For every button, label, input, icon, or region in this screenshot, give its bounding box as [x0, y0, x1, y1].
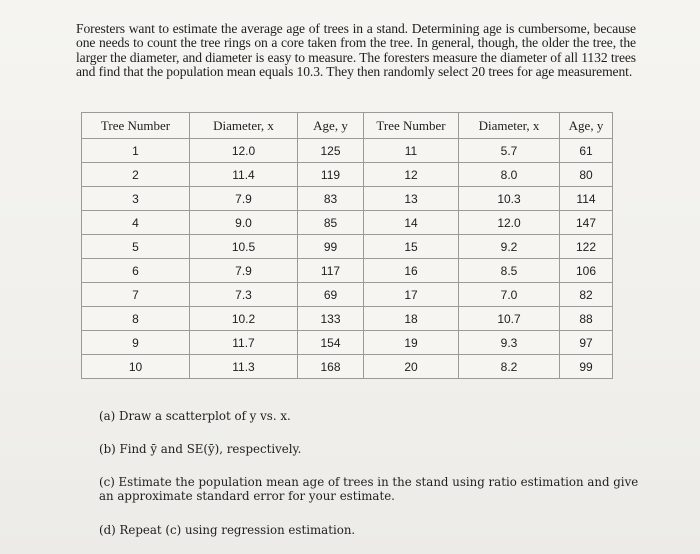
table-cell: 17 [364, 283, 459, 307]
table-cell: 69 [298, 283, 364, 307]
table-cell: 117 [298, 259, 364, 283]
header-tree-number: Tree Number [364, 113, 459, 139]
table-cell: 10.5 [190, 235, 298, 259]
table-cell: 8.5 [459, 259, 560, 283]
table-row [82, 211, 613, 235]
table-cell: 168 [298, 355, 364, 379]
tree-data-table [81, 112, 613, 379]
table-cell: 3 [82, 187, 190, 211]
table-cell: 7.0 [459, 283, 560, 307]
table-cell: 114 [560, 187, 613, 211]
table-cell: 13 [364, 187, 459, 211]
table-cell: 97 [560, 331, 613, 355]
table-cell: 19 [364, 331, 459, 355]
header-age: Age, y [560, 113, 613, 139]
table-row [82, 139, 613, 163]
table-cell: 6 [82, 259, 190, 283]
table-cell: 154 [298, 331, 364, 355]
table-cell: 15 [364, 235, 459, 259]
table-row [82, 283, 613, 307]
table-cell: 99 [298, 235, 364, 259]
question-b: (b) Find ȳ and SE(ȳ), respectively. [99, 442, 302, 456]
table-cell: 85 [298, 211, 364, 235]
header-diameter: Diameter, x [459, 113, 560, 139]
table-cell: 9.2 [459, 235, 560, 259]
table-cell: 1 [82, 139, 190, 163]
table-row [82, 259, 613, 283]
table-cell: 7.9 [190, 187, 298, 211]
table-cell: 11 [364, 139, 459, 163]
table-row [82, 331, 613, 355]
table-cell: 20 [364, 355, 459, 379]
table-cell: 80 [560, 163, 613, 187]
question-a: (a) Draw a scatterplot of y vs. x. [99, 409, 291, 423]
table-cell: 10.2 [190, 307, 298, 331]
table-cell: 11.7 [190, 331, 298, 355]
table-cell: 12.0 [190, 139, 298, 163]
table-cell: 12.0 [459, 211, 560, 235]
table-row [82, 163, 613, 187]
table-row [82, 355, 613, 379]
table-cell: 11.4 [190, 163, 298, 187]
table-cell: 5 [82, 235, 190, 259]
header-age: Age, y [298, 113, 364, 139]
question-d: (d) Repeat (c) using regression estimation. [99, 523, 356, 537]
table-cell: 106 [560, 259, 613, 283]
table-cell: 7.9 [190, 259, 298, 283]
question-c: (c) Estimate the population mean age of trees in the stand using ratio estimation and give an approximate standard error for your estimate. [99, 475, 639, 503]
table-cell: 8.0 [459, 163, 560, 187]
table-cell: 12 [364, 163, 459, 187]
table-row [82, 235, 613, 259]
table-cell: 83 [298, 187, 364, 211]
table-cell: 9 [82, 331, 190, 355]
table-cell: 7 [82, 283, 190, 307]
question-list [99, 400, 639, 537]
table-cell: 8.2 [459, 355, 560, 379]
table-cell: 18 [364, 307, 459, 331]
table-cell: 119 [298, 163, 364, 187]
table-cell: 125 [298, 139, 364, 163]
table-cell: 11.3 [190, 355, 298, 379]
table-cell: 16 [364, 259, 459, 283]
table-row [82, 307, 613, 331]
table-cell: 10.7 [459, 307, 560, 331]
header-tree-number: Tree Number [82, 113, 190, 139]
table-cell: 10.3 [459, 187, 560, 211]
table-cell: 99 [560, 355, 613, 379]
table-cell: 8 [82, 307, 190, 331]
table-cell: 147 [560, 211, 613, 235]
table-cell: 7.3 [190, 283, 298, 307]
table-cell: 133 [298, 307, 364, 331]
table-cell: 14 [364, 211, 459, 235]
table-cell: 122 [560, 235, 613, 259]
table-cell: 9.0 [190, 211, 298, 235]
table-row [82, 187, 613, 211]
problem-intro: Foresters want to estimate the average age of trees in a stand. Determining age is cumbersome, because one needs to count the tree rings on a core taken from the tree. In general, though, the older the tree, the larger the diameter, and diameter is easy to measure. The foresters measure the diameter of all 1132 trees and find that the population mean equals 10.3. They then randomly select 20 trees for age measurement. [76, 20, 636, 80]
header-diameter: Diameter, x [190, 113, 298, 139]
table-cell: 9.3 [459, 331, 560, 355]
table-cell: 61 [560, 139, 613, 163]
table-header-row [82, 113, 613, 139]
table-cell: 4 [82, 211, 190, 235]
table-cell: 2 [82, 163, 190, 187]
table-cell: 82 [560, 283, 613, 307]
table-cell: 5.7 [459, 139, 560, 163]
table-cell: 10 [82, 355, 190, 379]
table-cell: 88 [560, 307, 613, 331]
